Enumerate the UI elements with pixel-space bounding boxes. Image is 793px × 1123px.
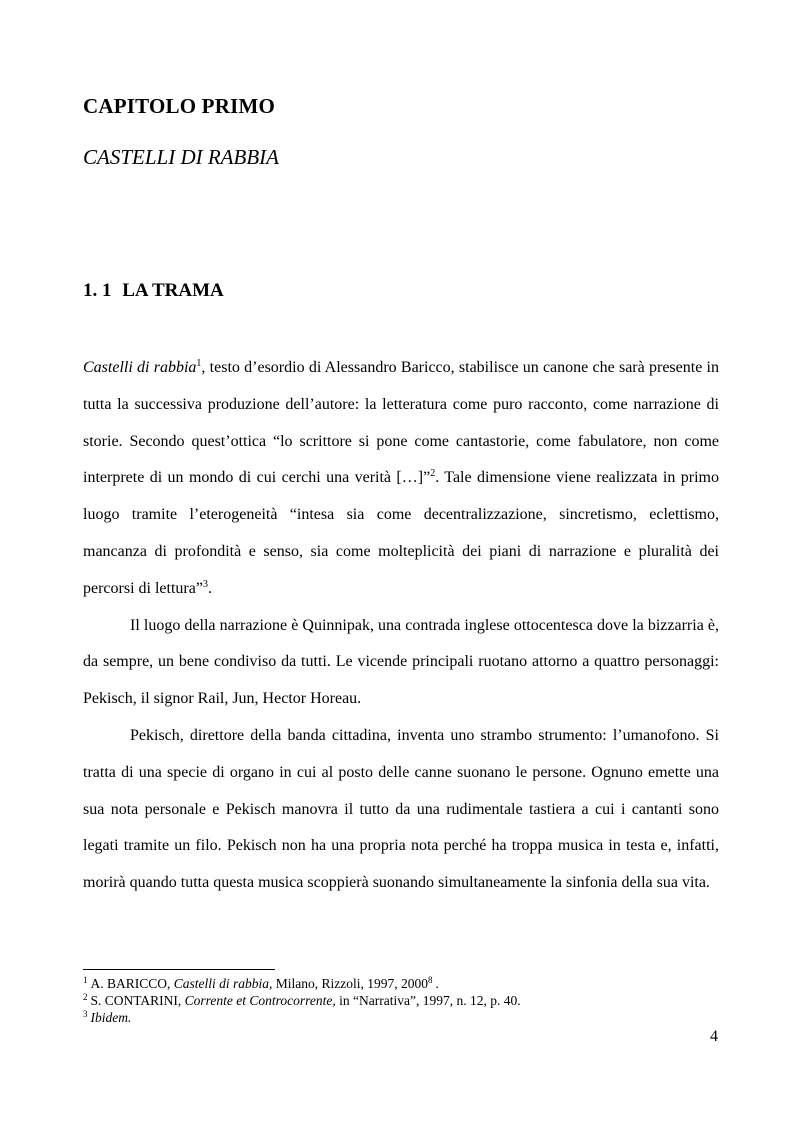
chapter-subtitle: CASTELLI DI RABBIA <box>83 145 279 169</box>
footnote-1: $^1$ A. BARICCO, Castelli di rabbia, Milano, Rizzoli, 1997, 2000$^8$ . <box>83 975 439 991</box>
footnote-ref-3: 3 <box>202 578 208 590</box>
paragraph-2: Il luogo della narrazione è Quinnipak, una contrada inglese ottocentesca dove la bizzarria è, da sempre, un bene condiviso da tutti. Le vicende principali ruotano attorno a quattro personaggi: Pekisch, il signor Rail, Jun, Hector Horeau. <box>83 616 719 708</box>
paragraph-1-text-c: . <box>207 579 212 597</box>
paragraph-1 <box>83 350 719 608</box>
chapter-title: CAPITOLO PRIMO <box>83 94 276 118</box>
paragraph-3: Pekisch, direttore della banda cittadina, inventa uno strambo strumento: l’umanofono. Si tratta di una specie di organo in cui al posto delle canne suonano le persone. Ognuno emette una sua nota personale e Pekisch manovra il tutto da una rudimentale tastiera a cui i cantanti sono legati tramite un filo. Pekisch non ha una propria nota perché ha troppa musica in testa e, infatti, morirà quando tutta questa musica scoppierà suonando simultaneamente la sinfonia della sua vita. <box>83 726 719 892</box>
footnote-ref-1: 1 <box>196 358 202 369</box>
page-number: 4 <box>710 1028 718 1045</box>
book-title: Castelli di rabbia <box>83 359 197 376</box>
section-title: LA TRAMA <box>122 280 224 301</box>
paragraph-1-text-a: , testo d’esordio di Alessandro Baricco, stabilisce un canone che sarà presente in tutta la successiva produzione dell’autore: la letteratura come puro racconto, come narrazione di storie. Secondo quest’ottica “lo scrittore si pone come cantastorie, come fabulatore, non come interprete di un mondo di cui cerchi una verità […]” <box>83 359 720 487</box>
footnote-ref-2: 2 <box>430 468 436 480</box>
footnotes <box>83 975 719 1026</box>
section-heading <box>83 280 224 302</box>
paragraph-1-text-b: . Tale dimensione viene realizzata in primo luogo tramite l’eterogeneità “intesa sia come decentralizzazione, sincretismo, eclettismo, mancanza di profondità e senso, sia come molteplicità dei piani di narrazione e pluralità dei percorsi di lettura” <box>83 469 719 597</box>
body-text <box>83 350 719 902</box>
footnote-divider <box>83 969 275 970</box>
footnote-2: $^2$ S. CONTARINI, Corrente et Controcorrente, in “Narrativa”, 1997, n. 12, p. 40. <box>83 992 521 1008</box>
section-number: 1. 1 <box>83 280 112 301</box>
footnote-3: $^3$ Ibidem. <box>83 1009 132 1025</box>
